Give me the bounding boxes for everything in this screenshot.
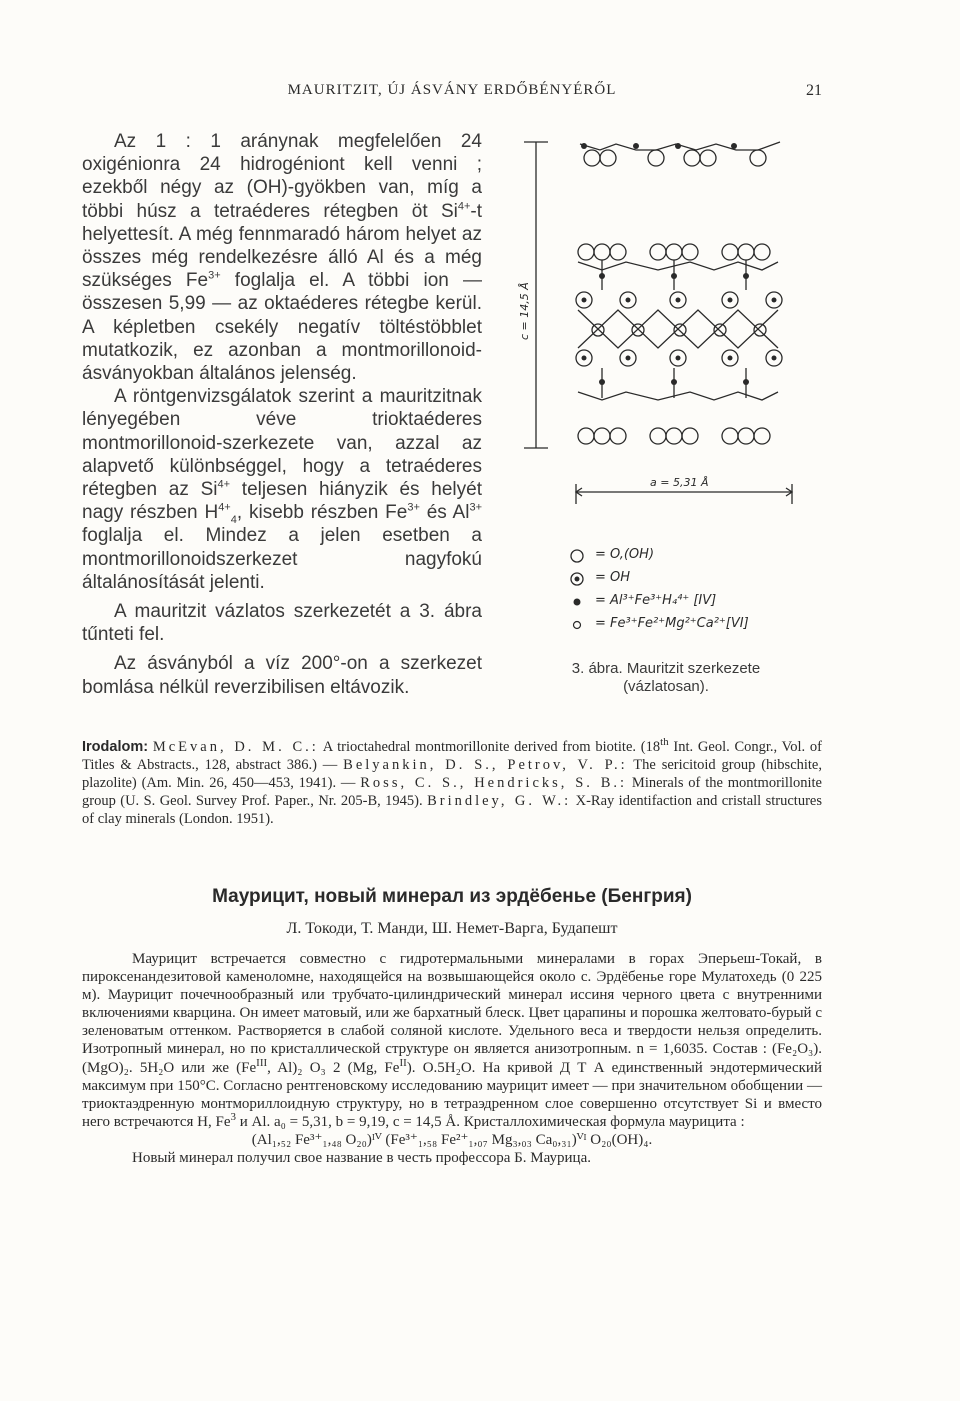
russian-authors: Л. Токоди, Т. Манди, Ш. Немет-Варга, Будапешт [286,920,618,937]
figure-legend [565,545,815,637]
legend-row-octahedral [565,614,815,637]
legend-label-oxygen: = O,(OH) [595,547,655,562]
crystal-chemical-formula: (Al₁,₅₂ Fe³⁺₁,₄₈ O₂₀)ᴵⱽ (Fe³⁺₁,₅₈ Fe²⁺₁,₀₇ Mg₃,₀₃ Ca₀,₃₁)ⱽᴵ O₂₀(OH)₄. [251,1131,653,1148]
open-circle-icon [569,548,585,564]
russian-title: Маурицит, новый минерал из эрдёбенье (Бенгрия) [212,886,692,907]
reference-author-2: Belyankin, D. S., Petrov, V. P.: [343,757,628,773]
structure-diagram [508,130,818,550]
legend-label-hydroxyl: = OH [595,570,631,585]
reference-author-4: Brindley, G. W.: [427,793,572,809]
running-header [82,82,822,104]
russian-summary [82,950,822,1167]
legend-label-tetrahedral: = Al³⁺Fe³⁺H₄⁴⁺ [IV] [595,593,717,608]
legend-row-tetrahedral [565,591,815,614]
russian-paragraph-1: Маурицит встречается совместно с гидротермальными минералами в горах Эперьеш-Токай, в пироксенандезитовой каменоломне, находящейся на возвышающейся около с. Эрдёбенье горе Мулатохедь (0 225 м). Маурицит почечнообразный или трубчато-цилиндрический минерал иссиня черного цвета с внутренними включениями кварцина. Он имеет матовый, или же бархатный блеск. Цвет царапины и порошка желтовато-бурый с зеленоватым оттенком. Растворяется в слабой соляной кислоте. Удельного веса и твердости нельзя определить. Изотропный минерал, но по кристаллической структуре он является анизотропным. n = 1,6035. Состав : (Fe₂O₃). (MgO)₂. 5H₂O или же ($Fe^{III}$, Al)₂ O₃ 2 (Mg, $Fe^{II}$). O.5H₂O. На кривой Д Т А единственный эндотермический максимум при 150°C. Согласно рентгеновскому исследованию маурицит имеет — при значительном обобщении — триоктаэдренную монтмориллоидную структуру, но в тетраэдренном слое совершенно отсутствует Si и вместо него встречаются H, Fe$^3$ и Al. a₀ = 5,31, b = 9,19, c = 14,5 Å. Кристаллохимическая формула маурицита : [82,951,822,1130]
figure-caption-line-2: (vázlatosan). [623,678,709,695]
filled-dot-icon [569,594,585,610]
paragraph-4: Az ásványból a víz 200°-on a szerkezet bomlása nélkül reverzibilisen eltávozik. [82,653,482,698]
running-title: MAURITZIT, ÚJ ÁSVÁNY ERDŐBÉNYÉRŐL [287,82,617,98]
paragraph-2: A röntgenvizsgálatok szerint a mauritzitnak lényegében véve trioktaéderes montmorillonoid-szerkezete van, azzal az alapvető különbséggel, hogy a tetraéderes rétegben az $Si^{4+}$ teljesen hiányzik és helyét nagy részben $H^{4+}_4$, kisebb részben $Fe^{3+}$ és $Al^{3+}$ foglalja el. Mindez a jelen esetben a montmorillonoidszerkezet nagyfokú általánosítását jelenti. [82,386,482,593]
paragraph-3: A mauritzit vázlatos szerkezetét a 3. ábra tűnteti fel. [82,601,482,646]
paragraph-1: Az 1 : 1 aránynak megfelelően 24 oxigénionra 24 hidrogéniont kell venni ; ezekből négy az (OH)-gyökben van, míg a többi húsz a tetraéderes rétegben öt $Si^{4+}-t$ helyettesít. A még fennmaradó három helyet az összes még rendelkezésre álló Al és a még szükséges $Fe^{3+}$ foglalja el. A többi ion — összesen 5,99 — az oktaéderes rétegbe kerül. A képletben csekély negatív töltéstöbblet mutatkozik, ez azonban a montmorillonoid-ásványokban általános jelenség. [82,131,482,385]
a-dimension-label: a = 5,31 Å [650,476,709,489]
reference-author-3: Ross, C. S., Hendricks, S. B.: [360,775,628,791]
figure-caption [512,660,820,696]
small-circle-icon [569,617,585,633]
circle-dot-icon [569,571,585,587]
figure-caption-line-1: 3. ábra. Mauritzit szerkezete [571,660,761,677]
russian-paragraph-2: Новый минерал получил свое название в честь профессора Б. Маурица. [132,1150,591,1167]
legend-label-octahedral: = Fe³⁺Fe²⁺Mg²⁺Ca²⁺[VI] [595,616,749,631]
page-number: 21 [806,82,822,99]
references: Irodalom: McEvan, D. M. C.: A trioctahedral montmorillonite derived from biotite. (18th Int. Geol. Congr., Vol. of Titles & Abstracts., 128, abstract 386.) — Belyankin, D. S., Petrov, V. P.: The sericitoid group (hibschite, plazolite) (Am. Min. 26, 450—453, 1941). — Ross, C. S., Hendricks, S. B.: Minerals of the montmorillonite group (U. S. Geol. Survey Prof. Paper., Nr. 205-B, 1945). Brindley, G. W.: X-Ray identifaction and cristall structures of clay minerals (London. 1951). [82,736,823,827]
references-lead: Irodalom: [82,739,149,755]
body-text [82,130,482,699]
reference-author-1: McEvan, D. M. C.: [152,739,319,755]
legend-row-hydroxyl [565,568,815,591]
c-dimension-label: c = 14,5 Å [518,282,531,340]
legend-row-oxygen [565,545,815,568]
